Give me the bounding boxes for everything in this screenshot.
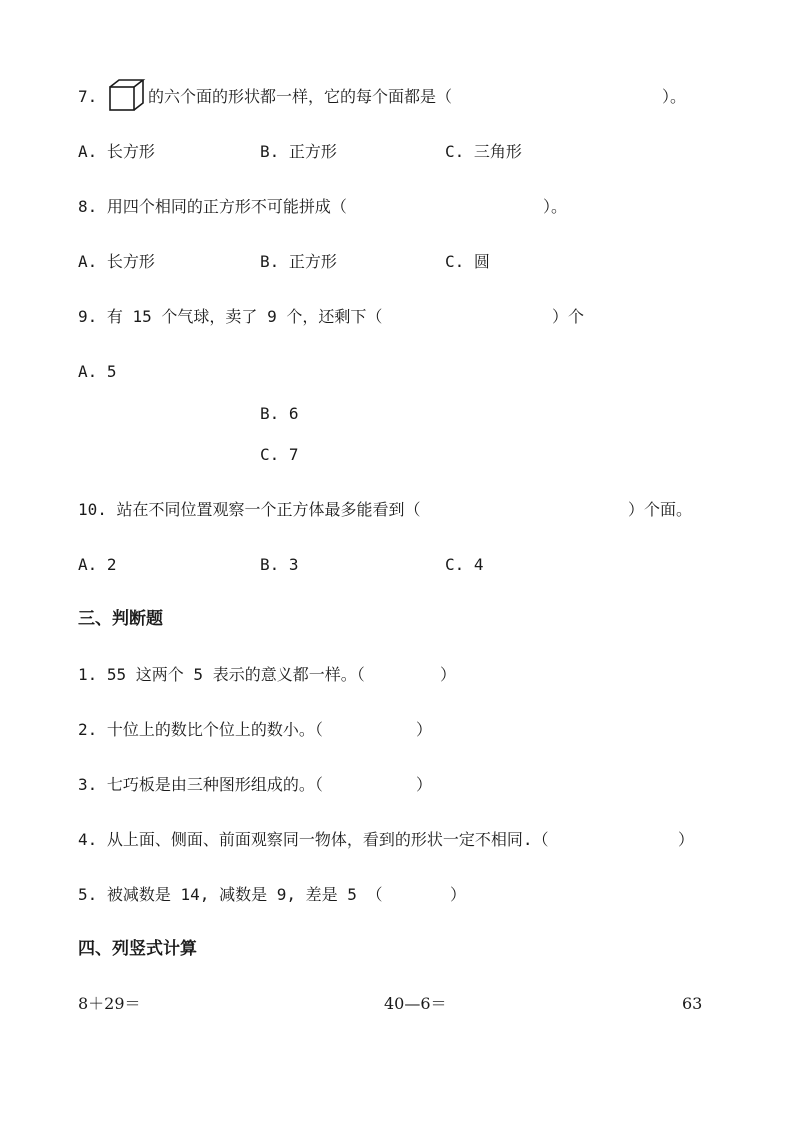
q10-option-c[interactable]: C. 4 bbox=[445, 555, 484, 574]
judge-heading: 三、判断题 bbox=[78, 609, 163, 629]
q9-option-b[interactable]: B. 6 bbox=[260, 404, 299, 423]
q10-option-a[interactable]: A. 2 bbox=[78, 555, 117, 574]
judge-item-1-close: ） bbox=[440, 665, 457, 684]
judge-item-2-close: ） bbox=[416, 720, 433, 739]
judge-item-4: 4. 从上面、侧面、前面观察同一物体，看到的形状一定不相同.（ bbox=[78, 830, 549, 849]
q7-close: ）。 bbox=[662, 87, 687, 106]
calc-item-3: 63 bbox=[682, 994, 703, 1013]
q8-option-c[interactable]: C. 圆 bbox=[445, 252, 490, 271]
judge-item-5-close: ） bbox=[450, 885, 467, 904]
judge-item-2: 2. 十位上的数比个位上的数小。（ bbox=[78, 720, 323, 739]
q10-option-b[interactable]: B. 3 bbox=[260, 555, 299, 574]
vertical-heading: 四、列竖式计算 bbox=[78, 939, 197, 959]
q7-option-a[interactable]: A. 长方形 bbox=[78, 142, 155, 161]
q7-number: 7. bbox=[78, 87, 98, 106]
judge-item-5: 5. 被减数是 14, 减数是 9, 差是 5 （ bbox=[78, 885, 383, 904]
q10-text: 10. 站在不同位置观察一个正方体最多能看到（ bbox=[78, 500, 421, 519]
judge-item-3: 3. 七巧板是由三种图形组成的。（ bbox=[78, 775, 323, 794]
judge-item-1: 1. 55 这两个 5 表示的意义都一样。（ bbox=[78, 665, 365, 684]
q7-option-c[interactable]: C. 三角形 bbox=[445, 142, 522, 161]
q9-option-a[interactable]: A. 5 bbox=[78, 362, 117, 381]
calc-item-1: 8＋29＝ bbox=[78, 994, 141, 1013]
q7-option-b[interactable]: B. 正方形 bbox=[260, 142, 337, 161]
judge-item-3-close: ） bbox=[416, 775, 433, 794]
q9-option-c[interactable]: C. 7 bbox=[260, 445, 299, 464]
q8-option-b[interactable]: B. 正方形 bbox=[260, 252, 337, 271]
q10-close: ）个面。 bbox=[628, 500, 693, 519]
q9-text: 9. 有 15 个气球，卖了 9 个，还剩下（ bbox=[78, 307, 383, 326]
calc-item-2: 40—6＝ bbox=[384, 994, 447, 1013]
q7-text: 的六个面的形状都一样，它的每个面都是（ bbox=[148, 87, 453, 106]
cube-icon bbox=[108, 78, 146, 112]
q8-text: 8. 用四个相同的正方形不可能拼成（ bbox=[78, 197, 347, 216]
judge-item-4-close: ） bbox=[678, 830, 695, 849]
q8-option-a[interactable]: A. 长方形 bbox=[78, 252, 155, 271]
q8-close: ）。 bbox=[543, 197, 568, 216]
q9-close: ）个 bbox=[552, 307, 585, 326]
